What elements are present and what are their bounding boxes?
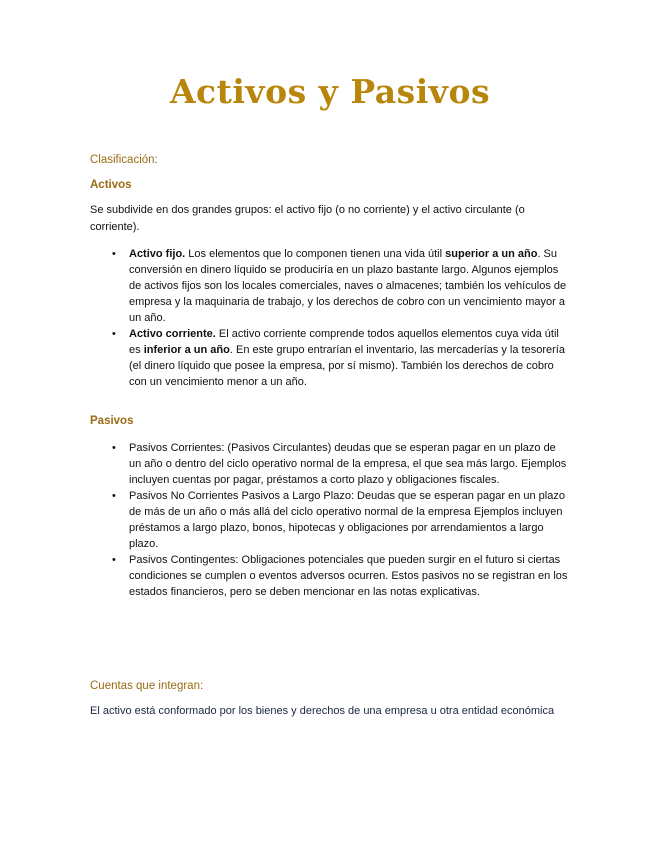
- pasivos-list: [112, 440, 568, 600]
- activos-intro: Se subdivide en dos grandes grupos: el activo fijo (o no corriente) y el activo circulante (o corriente).: [90, 204, 525, 233]
- cuentas-text: El activo está conformado por los bienes y derechos de una empresa u otra entidad económica: [90, 705, 555, 717]
- bullet-icon: •: [112, 490, 116, 502]
- bullet-icon: •: [112, 248, 116, 260]
- list-item: [112, 246, 568, 326]
- bullet-icon: •: [112, 328, 116, 340]
- item-bold-label: Activo corriente.: [129, 328, 216, 340]
- item-bold-emphasis: superior a un año: [445, 248, 538, 260]
- item-text: Pasivos No Corrientes Pasivos a Largo Plazo: Deudas que se esperan pagar en un plazo de más de un año o más allá del ciclo operativo normal de la empresa Ejemplos incluyen préstamos a largo plazo, bonos, hipotecas y obligaciones por arrendamientos a largo plazo.: [129, 490, 565, 550]
- cuentas-heading: Cuentas que integran:: [90, 680, 204, 692]
- pasivos-heading: Pasivos: [90, 415, 134, 427]
- item-text: Pasivos Corrientes: (Pasivos Circulantes) deudas que se esperan pagar en un plazo de un año o dentro del ciclo operativo normal de la empresa, el que sea más largo. Ejemplos incluyen cuentas por pagar, préstamos a corto plazo y obligaciones fiscales.: [129, 442, 567, 486]
- item-text: Los elementos que lo componen tienen una vida útil: [185, 248, 446, 260]
- list-item: [112, 326, 568, 390]
- clasificacion-heading: Clasificación:: [90, 154, 158, 166]
- list-item: [112, 440, 568, 488]
- activos-list: [112, 246, 568, 390]
- item-text: . Su conversión en dinero líquido se produciría en un plazo bastante largo. Algunos ejemplos de activos fijos son los locales comerciales, naves o almacenes; también los vehículos de empresa y la maquinaria de trabajo, y los derechos de cobro con un vencimiento mayor a un año.: [129, 248, 567, 324]
- activos-heading: Activos: [90, 179, 132, 191]
- bullet-icon: •: [112, 442, 116, 454]
- item-bold-emphasis: inferior a un año: [143, 344, 230, 356]
- item-bold-label: Activo fijo.: [129, 248, 186, 260]
- list-item: [112, 488, 568, 552]
- item-text: El activo corriente comprende todos aquellos elementos cuya vida útil es: [129, 328, 559, 356]
- bullet-icon: •: [112, 554, 116, 566]
- page-title: Activos y Pasivos: [169, 72, 491, 111]
- list-item: [112, 552, 568, 600]
- item-text: Pasivos Contingentes: Obligaciones potenciales que pueden surgir en el futuro si ciertas condiciones se cumplen o eventos adversos ocurren. Estos pasivos no se registran en los estados financieros, pero se deben mencionar en las notas explicativas.: [129, 554, 568, 598]
- item-text: . En este grupo entrarían el inventario, las mercaderías y la tesorería (el dinero líquido que posee la empresa, por sí mismo). También los derechos de cobro con un vencimiento menor a un año.: [129, 344, 565, 388]
